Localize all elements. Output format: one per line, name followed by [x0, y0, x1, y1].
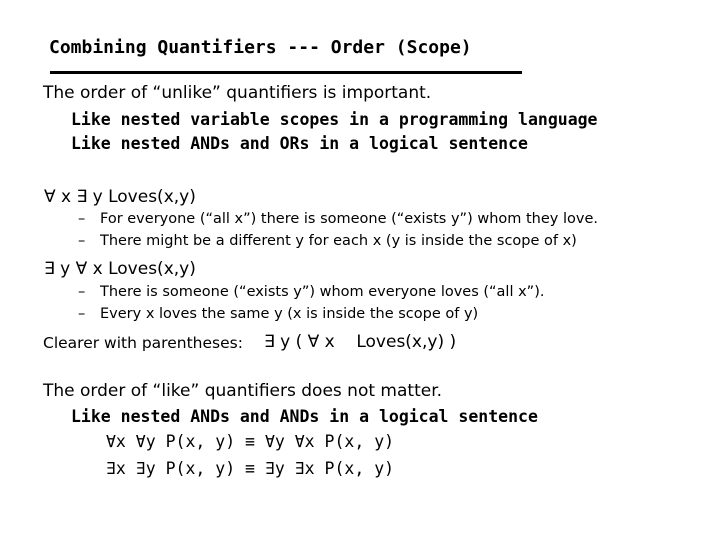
equivalence-exists: ∃x ∃y P(x, y) ≡ ∃y ∃x P(x, y)	[106, 459, 395, 478]
bullet-dash: –	[78, 211, 86, 227]
formula2-note-2: – Every x loves the same y (x is inside the scope of y)	[78, 306, 479, 322]
unlike-point-ands-ors: Like nested ANDs and ORs in a logical sentence	[71, 134, 528, 153]
unlike-heading: The order of “unlike” quantifiers is important.	[43, 83, 432, 103]
clearer-formula: ∃ y ( ∀ x Loves(x,y) )	[264, 332, 457, 352]
formula2-note-1: – There is someone (“exists y”) whom everyone loves (“all x”).	[78, 284, 545, 300]
slide-title: Combining Quantifiers --- Order (Scope)	[49, 37, 472, 58]
like-heading: The order of “like” quantifiers does not matter.	[43, 381, 443, 401]
formula1-note-2: – There might be a different y for each x (y is inside the scope of x)	[78, 233, 577, 249]
formula-forall-exists: ∀ x ∃ y Loves(x,y)	[44, 187, 196, 207]
bullet-dash: –	[78, 233, 86, 249]
bullet-dash: –	[78, 284, 86, 300]
unlike-point-scopes: Like nested variable scopes in a programming language	[71, 110, 598, 129]
title-underline	[50, 71, 522, 74]
bullet-dash: –	[78, 306, 86, 322]
clearer-label: Clearer with parentheses:	[43, 334, 243, 352]
formula-exists-forall: ∃ y ∀ x Loves(x,y)	[44, 259, 196, 279]
equivalence-forall: ∀x ∀y P(x, y) ≡ ∀y ∀x P(x, y)	[106, 432, 395, 451]
like-point-ands: Like nested ANDs and ANDs in a logical sentence	[71, 407, 538, 426]
formula1-note-1: – For everyone (“all x”) there is someone (“exists y”) whom they love.	[78, 211, 598, 227]
